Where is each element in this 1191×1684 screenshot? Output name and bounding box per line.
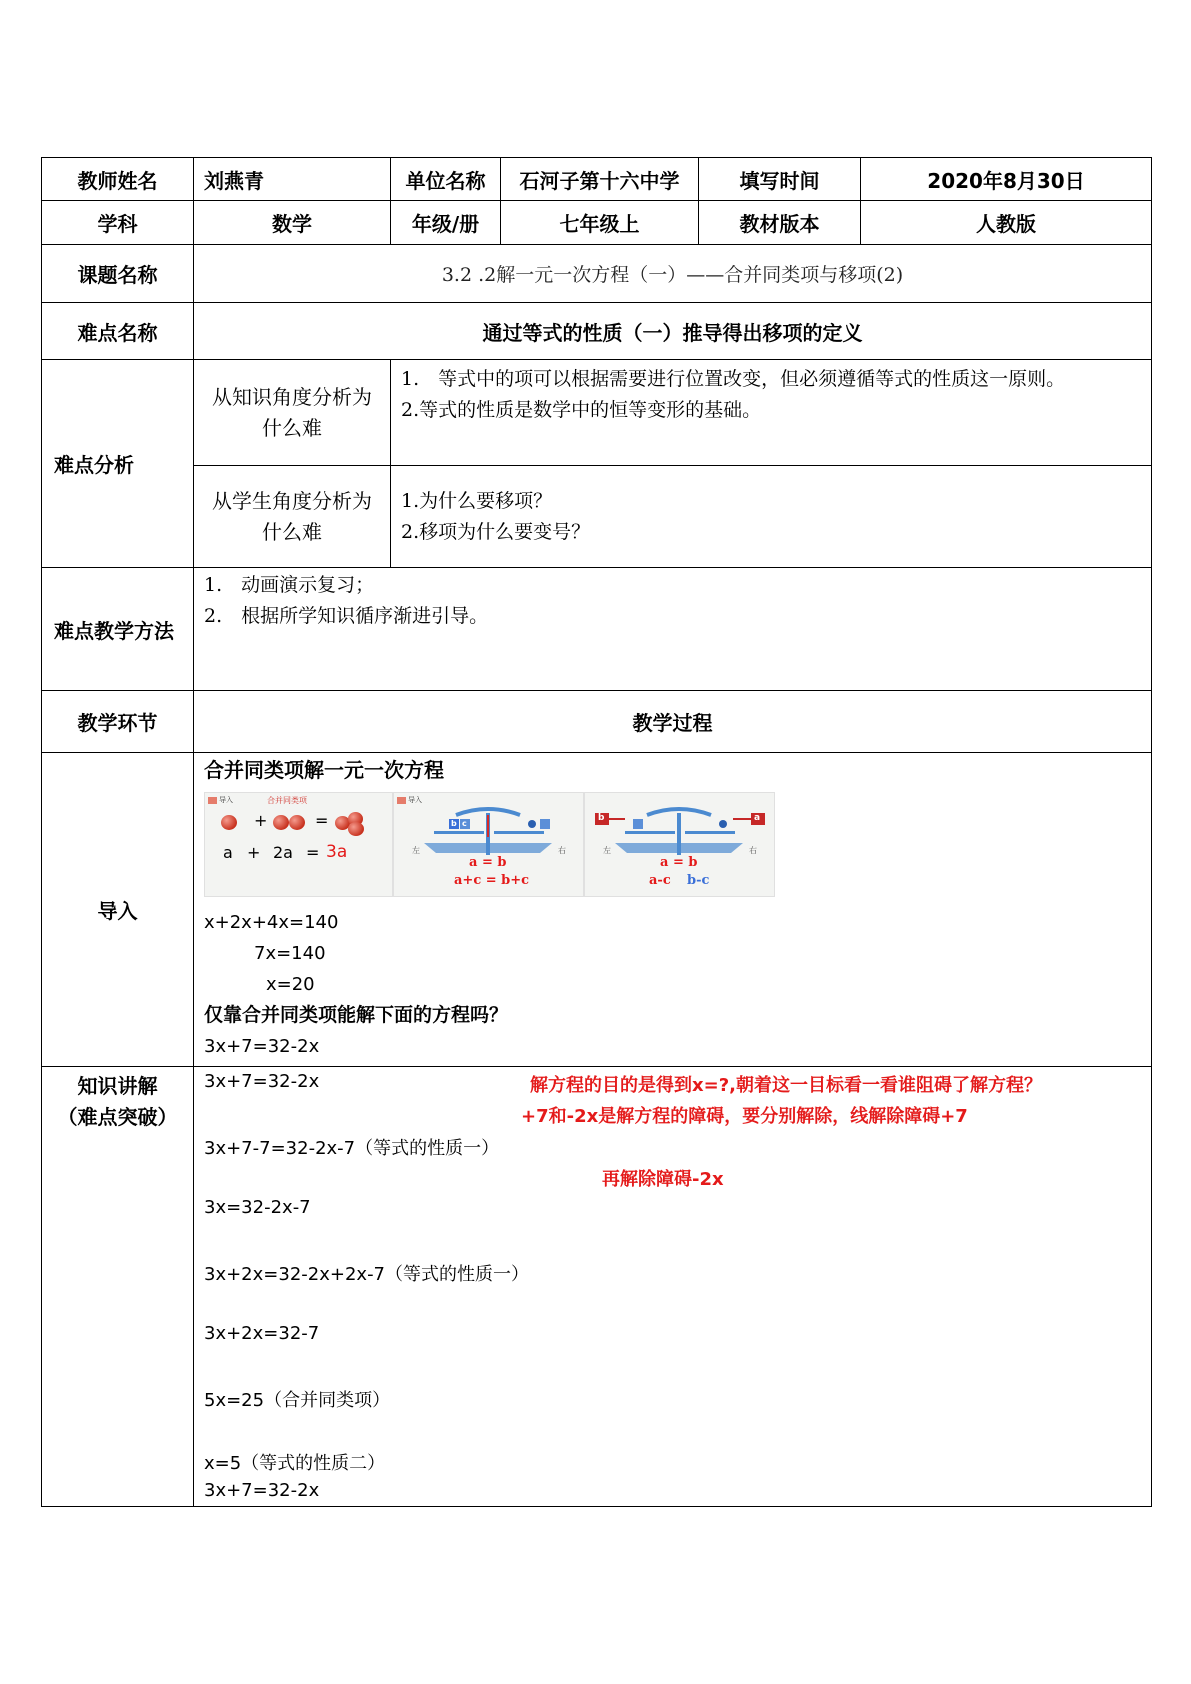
slide1-3a: 3a	[326, 842, 348, 862]
subject-value: 数学	[194, 201, 391, 245]
note-3: 再解除障碍-2x	[602, 1169, 724, 1190]
intro-line: 7x=140	[254, 943, 326, 964]
slide2-line2: a+c = b+c	[454, 873, 530, 888]
grade-label: 年级/册	[391, 201, 501, 245]
step: 3x+7=32-2x	[204, 1071, 320, 1092]
process-header-row	[42, 691, 1152, 753]
slide2-line1: a = b	[469, 855, 507, 870]
slide1-a: a	[223, 843, 233, 862]
step: x=5（等式的性质二）	[204, 1453, 386, 1474]
textbook-label: 教材版本	[699, 201, 861, 245]
knowledge-angle-label-line-2: 什么难	[262, 415, 322, 440]
slide3-a-box: a	[754, 813, 761, 823]
method-row	[42, 568, 1152, 691]
unit-value: 石河子第十六中学	[501, 158, 699, 201]
intro-equation: 3x+7=32-2x	[204, 1036, 320, 1057]
slide1-plus: +	[254, 811, 268, 830]
intro-line: x+2x+4x=140	[204, 912, 339, 933]
slide2-left: 左	[412, 846, 420, 855]
apple-icon	[273, 815, 289, 830]
slide-tag-icon	[208, 797, 217, 804]
student-angle-label-line-1: 从学生角度分析为	[212, 488, 372, 513]
slide3-line1: a = b	[660, 855, 698, 870]
teacher-label: 教师姓名	[42, 158, 194, 201]
textbook-value: 人教版	[861, 201, 1152, 245]
knowledge-content	[194, 1067, 1152, 1507]
knowledge-angle-content	[391, 360, 1152, 466]
difficulty-row	[42, 303, 1152, 360]
method-item: 1. 动画演示复习；	[204, 574, 375, 596]
step: 3x+2x=32-7	[204, 1323, 320, 1344]
slide2-c-box: c	[462, 819, 467, 828]
method-content	[194, 568, 1152, 691]
student-angle-content	[391, 466, 1152, 568]
lesson-plan-table	[41, 157, 1152, 1507]
grade-value: 七年级上	[501, 201, 699, 245]
slide-tag-text: 导入	[219, 796, 233, 804]
header-row-1	[42, 158, 1152, 201]
slide-balance-add	[393, 792, 584, 897]
topic-row	[42, 245, 1152, 303]
slide1-eq2: =	[306, 843, 320, 862]
slide3-line2a: a-c	[649, 873, 671, 888]
intro-content	[194, 753, 1152, 1067]
analysis-label: 难点分析	[42, 360, 194, 568]
fill-time-label: 填写时间	[699, 158, 861, 201]
knowledge-item: 2.等式的性质是数学中的恒等变形的基础。	[401, 399, 762, 421]
knowledge-angle-label	[194, 360, 391, 466]
note-2: +7和-2x是解方程的障碍，要分别解除，线解除障碍+7	[521, 1106, 968, 1127]
intro-title: 合并同类项解一元一次方程	[204, 758, 444, 782]
teacher-value: 刘燕青	[194, 158, 391, 201]
process-label: 教学过程	[194, 691, 1152, 753]
slide1-2a: 2a	[273, 843, 293, 862]
method-item: 2. 根据所学知识循序渐进引导。	[204, 605, 489, 627]
student-angle-label-line-2: 什么难	[262, 519, 322, 544]
fill-time-value: 2020年8月30日	[861, 158, 1152, 201]
intro-slides	[204, 792, 1141, 897]
slide2-right: 右	[558, 846, 566, 855]
slide3-b-box: b	[598, 813, 605, 823]
knowledge-label-line-2: （难点突破）	[57, 1105, 178, 1129]
apple-icon	[348, 822, 364, 836]
unit-label: 单位名称	[391, 158, 501, 201]
slide3-right: 右	[749, 846, 757, 855]
knowledge-angle-label-line-1: 从知识角度分析为	[212, 384, 372, 409]
slide1-eq: =	[315, 811, 329, 830]
note-1: 解方程的目的是得到x=?,朝着这一目标看一看谁阻碍了解方程？	[530, 1075, 1042, 1096]
topic-value: 3.2 .2解一元一次方程（一）——合并同类项与移项(2)	[194, 245, 1152, 303]
slide-tag-text: 导入	[408, 796, 422, 804]
student-item: 1.为什么要移项？	[401, 489, 553, 512]
step: 3x+2x=32-2x+2x-7（等式的性质一）	[204, 1264, 530, 1285]
step: 5x=25（合并同类项）	[204, 1390, 391, 1411]
topic-label: 课题名称	[42, 245, 194, 303]
balance-scale-icon	[585, 793, 774, 896]
slide1-plus2: +	[247, 843, 261, 862]
intro-row	[42, 753, 1152, 1067]
header-row-2	[42, 201, 1152, 245]
intro-label: 导入	[42, 753, 194, 1067]
knowledge-row	[42, 1067, 1152, 1507]
intro-line: x=20	[266, 974, 315, 995]
slide1-title: 合并同类项	[267, 796, 307, 805]
step: 3x+7=32-2x	[204, 1480, 320, 1501]
stage-label: 教学环节	[42, 691, 194, 753]
difficulty-value: 通过等式的性质（一）推导得出移项的定义	[194, 303, 1152, 360]
subject-label: 学科	[42, 201, 194, 245]
slide2-b-box: b	[451, 819, 457, 828]
knowledge-label-line-1: 知识讲解	[77, 1074, 158, 1098]
method-label: 难点教学方法	[42, 568, 194, 691]
analysis-row-knowledge	[42, 360, 1152, 466]
slide3-left: 左	[603, 846, 611, 855]
apple-icon	[289, 815, 305, 830]
analysis-row-student	[42, 466, 1152, 568]
student-item: 2.移项为什么要变号？	[401, 520, 591, 543]
knowledge-item: 1. 等式中的项可以根据需要进行位置改变，但必须遵循等式的性质这一原则。	[401, 368, 1066, 390]
intro-question: 仅靠合并同类项能解下面的方程吗？	[204, 1004, 509, 1026]
knowledge-label	[42, 1067, 194, 1507]
slide-combine-like-terms	[204, 792, 393, 897]
apple-icon	[221, 815, 237, 830]
slide3-line2b: b-c	[687, 873, 710, 888]
step: 3x+7-7=32-2x-7（等式的性质一）	[204, 1138, 500, 1159]
difficulty-label: 难点名称	[42, 303, 194, 360]
step: 3x=32-2x-7	[204, 1197, 311, 1218]
slide-balance-subtract	[584, 792, 775, 897]
student-angle-label	[194, 466, 391, 568]
